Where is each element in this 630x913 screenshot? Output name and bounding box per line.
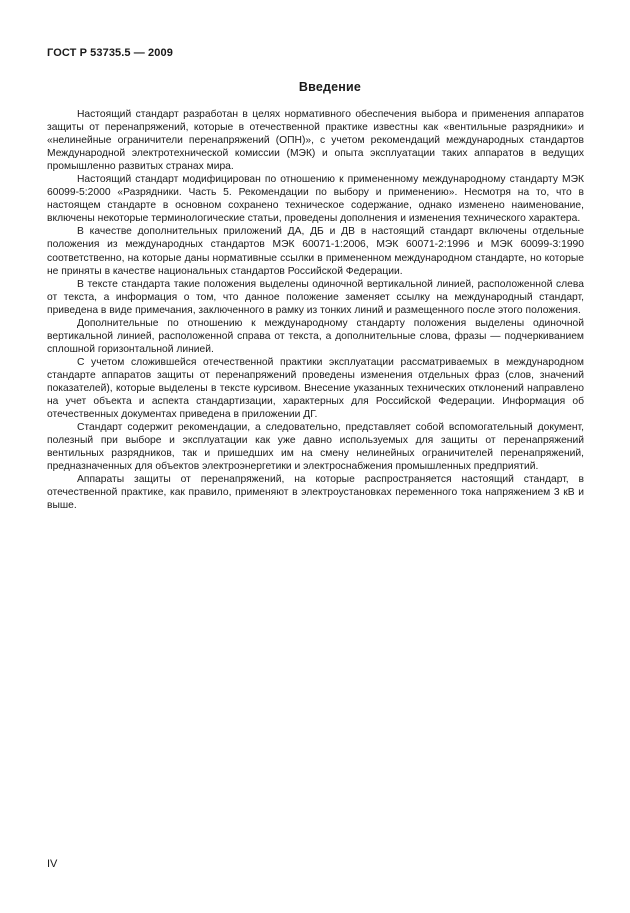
paragraph: Настоящий стандарт разработан в целях нормативного обеспечения выбора и применения аппаратов защиты от перенапряжений, которые в отечественной практике известны как «вентильные разрядники» и «нелинейные ограничители перенапряжений (ОПН)», с учетом рекомендаций международных стандартов Международной электротехнической комиссии (МЭК) и опыта эксплуатации таких аппаратов в ведущих промышленно развитых странах мира. bbox=[47, 109, 584, 173]
paragraph: В тексте стандарта такие положения выделены одиночной вертикальной линией, расположенной слева от текста, а информация о том, что данное положение заменяет ссылку на международный стандарт, приведена в виде примечания, заключенного в рамку из тонких линий и размещенного после этого положения. bbox=[47, 278, 584, 316]
section-title: Введение bbox=[298, 80, 362, 94]
paragraph: Настоящий стандарт модифицирован по отношению к примененному международному стандарту МЭК 60099-5:2000 «Разрядники. Часть 5. Рекомендации по выбору и применению». Несмотря на то, что в настоящем стандарте в основном сохранено техническое содержание, однако изменено наименование, включены некоторые терминологические статьи, проведены дополнения и изменения технического характера. bbox=[47, 174, 584, 225]
paragraph: Стандарт содержит рекомендации, а следовательно, представляет собой вспомогательный документ, полезный при выборе и эксплуатации как уже давно используемых для защиты от перенапряжений вентильных разрядников, так и пришедших им на смену нелинейных ограничителей перенапряжений, предназначенных для объектов электроэнергетики и электроснабжения промышленных предприятий. bbox=[47, 422, 584, 473]
paragraph: В качестве дополнительных приложений ДА, ДБ и ДВ в настоящий стандарт включены отдельные положения из международных стандартов МЭК 60071-1:2006, МЭК 60071-2:1996 и МЭК 60099-3:1990 соответственно, на которые даны нормативные ссылки в примененном международном стандарте, но которые не приняты в качестве национальных стандартов Российской Федерации. bbox=[47, 226, 584, 277]
paragraph: С учетом сложившейся отечественной практики эксплуатации рассматриваемых в международном стандарте аппаратов защиты от перенапряжений проведены изменения отдельных фраз (слов, значений показателей), которые выделены в тексте курсивом. Внесение указанных технических отклонений направлено на учет объекта и аспекта стандартизации, характерных для Российской Федерации. Информация об отечественных документах приведена в приложении ДГ. bbox=[47, 356, 584, 421]
page-number: IV bbox=[47, 858, 58, 870]
body-text bbox=[47, 108, 584, 512]
document-header: ГОСТ Р 53735.5 — 2009 bbox=[47, 47, 173, 59]
paragraph: Дополнительные по отношению к международному стандарту положения выделены одиночной вертикальной линией, расположенной справа от текста, а дополнительные слова, фразы — подчеркиванием сплошной горизонтальной линией. bbox=[47, 317, 584, 355]
paragraph: Аппараты защиты от перенапряжений, на которые распространяется настоящий стандарт, в отечественной практике, как правило, применяют в электроустановках переменного тока напряжением 3 кВ и выше. bbox=[47, 474, 584, 512]
